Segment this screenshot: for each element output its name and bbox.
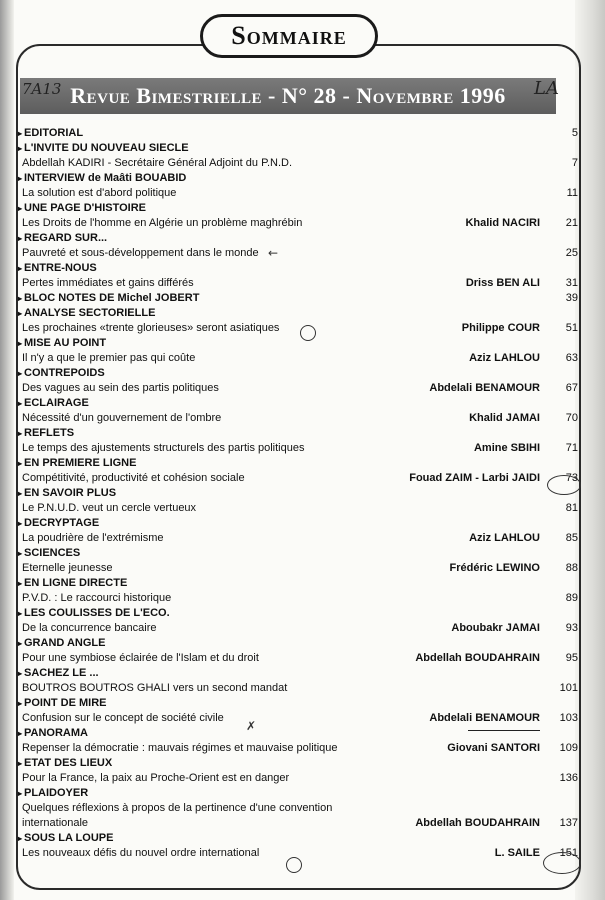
section-title: ENTRE-NOUS bbox=[24, 262, 97, 274]
bullet-icon: ▸ bbox=[18, 294, 23, 303]
page-number: 151 bbox=[559, 847, 578, 859]
section-title: POINT DE MIRE bbox=[24, 697, 107, 709]
entry-description: Le temps des ajustements structurels des partis politiques bbox=[22, 442, 305, 454]
entry-description: Des vagues au sein des partis politiques bbox=[22, 382, 219, 394]
entry-row[interactable] bbox=[18, 816, 578, 831]
annotation-cross: ✗ bbox=[246, 719, 257, 733]
page-number: 81 bbox=[565, 502, 578, 514]
section-title: EDITORIAL bbox=[24, 127, 84, 139]
section-heading bbox=[18, 261, 578, 276]
bullet-icon: ▸ bbox=[18, 579, 23, 588]
entry-row[interactable] bbox=[18, 471, 578, 486]
bullet-icon: ▸ bbox=[18, 519, 23, 528]
section-title: UNE PAGE D'HISTOIRE bbox=[24, 202, 147, 214]
entry-author: Giovani SANTORI bbox=[447, 742, 540, 754]
bullet-icon: ▸ bbox=[18, 834, 23, 843]
bullet-icon: ▸ bbox=[18, 174, 23, 183]
entry-description: Il n'y a que le premier pas qui coûte bbox=[22, 352, 196, 364]
entry-author: Abdellah BOUDAHRAIN bbox=[415, 652, 540, 664]
page-number: 21 bbox=[565, 217, 578, 229]
page-number: 39 bbox=[565, 292, 578, 304]
section-heading bbox=[18, 756, 578, 771]
bullet-icon: ▸ bbox=[18, 549, 23, 558]
entry-description: Compétitivité, productivité et cohésion sociale bbox=[22, 472, 245, 484]
entry-description: Repenser la démocratie : mauvais régimes et mauvaise politique bbox=[22, 742, 338, 754]
section-title: CONTREPOIDS bbox=[24, 367, 105, 379]
section-title: EN LIGNE DIRECTE bbox=[24, 577, 128, 589]
page-number: 63 bbox=[565, 352, 578, 364]
page-151-circle bbox=[543, 852, 581, 874]
section-heading bbox=[18, 426, 578, 441]
issue-banner: Revue Bimestrielle - N° 28 - Novembre 1996 bbox=[20, 78, 556, 114]
handwritten-note-left: 7A13 bbox=[22, 80, 62, 98]
entry-row[interactable] bbox=[18, 531, 578, 546]
bullet-icon: ▸ bbox=[18, 369, 23, 378]
contents-list bbox=[18, 126, 578, 861]
entry-description: Les prochaines «trente glorieuses» seront asiatiques bbox=[22, 322, 280, 334]
entry-row[interactable] bbox=[18, 441, 578, 456]
section-title: SCIENCES bbox=[24, 547, 81, 559]
entry-description: Nécessité d'un gouvernement de l'ombre bbox=[22, 412, 222, 424]
entry-row[interactable] bbox=[18, 276, 578, 291]
page-number: 31 bbox=[565, 277, 578, 289]
section-heading bbox=[18, 336, 578, 351]
entry-description: Eternelle jeunesse bbox=[22, 562, 113, 574]
entry-row[interactable] bbox=[18, 501, 578, 516]
bullet-icon: ▸ bbox=[18, 699, 23, 708]
section-title: SOUS LA LOUPE bbox=[24, 832, 114, 844]
entry-author: Abdelali BENAMOUR bbox=[429, 382, 540, 394]
page-number: 73 bbox=[565, 472, 578, 484]
entry-author: Aziz LAHLOU bbox=[469, 532, 540, 544]
section-title: ECLAIRAGE bbox=[24, 397, 89, 409]
section-heading bbox=[18, 786, 578, 801]
page-number: 101 bbox=[559, 682, 578, 694]
section-title: REFLETS bbox=[24, 427, 75, 439]
section-heading bbox=[18, 576, 578, 591]
entry-author: Driss BEN ALI bbox=[465, 277, 540, 289]
section-heading bbox=[18, 366, 578, 381]
page-number: 137 bbox=[559, 817, 578, 829]
handwritten-note-right: LA bbox=[534, 78, 559, 99]
section-title: LES COULISSES DE L'ECO. bbox=[24, 607, 170, 619]
entry-description: La solution est d'abord politique bbox=[22, 187, 177, 199]
section-title: PANORAMA bbox=[24, 727, 88, 739]
entry-description: Confusion sur le concept de société civile bbox=[22, 712, 224, 724]
section-heading bbox=[18, 396, 578, 411]
entry-author: Philippe COUR bbox=[461, 322, 540, 334]
section-title: DECRYPTAGE bbox=[24, 517, 100, 529]
section-title: PLAIDOYER bbox=[24, 787, 89, 799]
entry-row[interactable] bbox=[18, 156, 578, 171]
section-heading bbox=[18, 606, 578, 621]
entry-row[interactable] bbox=[18, 681, 578, 696]
entry-description: Les nouveaux défis du nouvel ordre international bbox=[22, 847, 260, 859]
bullet-icon: ▸ bbox=[18, 669, 23, 678]
section-heading bbox=[18, 696, 578, 711]
section-title: ETAT DES LIEUX bbox=[24, 757, 113, 769]
page-number: 88 bbox=[565, 562, 578, 574]
entry-row[interactable] bbox=[18, 186, 578, 201]
page-number: 67 bbox=[565, 382, 578, 394]
entry-author: Abdellah BOUDAHRAIN bbox=[415, 817, 540, 829]
entry-row[interactable] bbox=[18, 246, 578, 261]
section-title: SACHEZ LE ... bbox=[24, 667, 99, 679]
section-heading bbox=[18, 726, 578, 741]
entry-row[interactable] bbox=[18, 741, 578, 756]
entry-row[interactable] bbox=[18, 591, 578, 606]
bullet-icon: ▸ bbox=[18, 399, 23, 408]
section-title: L'INVITE DU NOUVEAU SIECLE bbox=[24, 142, 189, 154]
page-number: 11 bbox=[566, 187, 578, 199]
annotation-circle-x bbox=[300, 325, 316, 341]
section-title: BLOC NOTES DE Michel JOBERT bbox=[24, 292, 200, 304]
section-title: GRAND ANGLE bbox=[24, 637, 106, 649]
bullet-icon: ▸ bbox=[18, 129, 23, 138]
section-heading bbox=[18, 141, 578, 156]
entry-author: L. SAILE bbox=[494, 847, 540, 859]
entry-row[interactable] bbox=[18, 801, 578, 816]
page-number: 5 bbox=[571, 127, 578, 139]
page-number: 71 bbox=[565, 442, 578, 454]
entry-description: Abdellah KADIRI - Secrétaire Général Adjoint du P.N.D. bbox=[22, 157, 293, 169]
page-number: 136 bbox=[559, 772, 578, 784]
page-number: 85 bbox=[565, 532, 578, 544]
section-heading bbox=[18, 201, 578, 216]
page-shadow-left bbox=[0, 0, 14, 900]
entry-author: Frédéric LEWINO bbox=[449, 562, 540, 574]
section-heading bbox=[18, 171, 578, 186]
entry-author: Aziz LAHLOU bbox=[469, 352, 540, 364]
entry-description: Le P.N.U.D. veut un cercle vertueux bbox=[22, 502, 197, 514]
entry-row[interactable] bbox=[18, 381, 578, 396]
entry-description: internationale bbox=[22, 817, 89, 829]
section-heading bbox=[18, 636, 578, 651]
section-heading bbox=[18, 231, 578, 246]
page-number: 89 bbox=[565, 592, 578, 604]
entry-author: Abdelali BENAMOUR bbox=[429, 712, 540, 724]
bullet-icon: ▸ bbox=[18, 144, 23, 153]
bullet-icon: ▸ bbox=[18, 264, 23, 273]
bullet-icon: ▸ bbox=[18, 789, 23, 798]
page-73-circle bbox=[547, 475, 581, 495]
entry-description: Pour une symbiose éclairée de l'Islam et du droit bbox=[22, 652, 259, 664]
entry-author: Aboubakr JAMAI bbox=[451, 622, 540, 634]
section-title: MISE AU POINT bbox=[24, 337, 107, 349]
bullet-icon: ▸ bbox=[18, 339, 23, 348]
entry-row[interactable] bbox=[18, 621, 578, 636]
entry-row[interactable] bbox=[18, 711, 578, 726]
page-number: 7 bbox=[571, 157, 578, 169]
entry-description: Pertes immédiates et gains différés bbox=[22, 277, 194, 289]
bullet-icon: ▸ bbox=[18, 429, 23, 438]
entry-row[interactable] bbox=[18, 321, 578, 336]
bullet-icon: ▸ bbox=[18, 234, 23, 243]
section-title: EN PREMIERE LIGNE bbox=[24, 457, 137, 469]
entry-row[interactable] bbox=[18, 216, 578, 231]
section-title: REGARD SUR... bbox=[24, 232, 108, 244]
page-title: Sommaire bbox=[200, 14, 378, 58]
annotation-tick: ← bbox=[268, 246, 279, 260]
section-title: ANALYSE SECTORIELLE bbox=[24, 307, 156, 319]
section-title: INTERVIEW de Maâti BOUABID bbox=[24, 172, 187, 184]
section-heading bbox=[18, 546, 578, 561]
section-heading bbox=[18, 831, 578, 846]
annotation-circle-1 bbox=[286, 857, 302, 873]
bullet-icon: ▸ bbox=[18, 729, 23, 738]
page-number: 109 bbox=[559, 742, 578, 754]
entry-author: Khalid JAMAI bbox=[469, 412, 540, 424]
entry-author: Fouad ZAIM - Larbi JAIDI bbox=[409, 472, 540, 484]
entry-row[interactable] bbox=[18, 651, 578, 666]
bullet-icon: ▸ bbox=[18, 309, 23, 318]
section-heading bbox=[18, 126, 578, 141]
entry-description: Quelques réflexions à propos de la pertinence d'une convention bbox=[22, 802, 333, 814]
section-heading bbox=[18, 486, 578, 501]
section-heading bbox=[18, 516, 578, 531]
page-number: 51 bbox=[565, 322, 578, 334]
bullet-icon: ▸ bbox=[18, 639, 23, 648]
section-heading bbox=[18, 666, 578, 681]
entry-row[interactable] bbox=[18, 351, 578, 366]
bullet-icon: ▸ bbox=[18, 609, 23, 618]
entry-description: De la concurrence bancaire bbox=[22, 622, 157, 634]
entry-description: BOUTROS BOUTROS GHALI vers un second mandat bbox=[22, 682, 288, 694]
entry-row[interactable] bbox=[18, 771, 578, 786]
entry-description: Pour la France, la paix au Proche-Orient est en danger bbox=[22, 772, 290, 784]
entry-author: Amine SBIHI bbox=[473, 442, 540, 454]
entry-description: Pauvreté et sous-développement dans le monde bbox=[22, 247, 259, 259]
entry-row[interactable] bbox=[18, 561, 578, 576]
bullet-icon: ▸ bbox=[18, 204, 23, 213]
underline-benamour bbox=[468, 730, 540, 731]
entry-description: Les Droits de l'homme en Algérie un problème maghrébin bbox=[22, 217, 303, 229]
entry-description: P.V.D. : Le raccourci historique bbox=[22, 592, 172, 604]
entry-author: Khalid NACIRI bbox=[465, 217, 540, 229]
page-number: 70 bbox=[565, 412, 578, 424]
section-heading bbox=[18, 306, 578, 321]
page-number: 93 bbox=[565, 622, 578, 634]
section-heading bbox=[18, 291, 578, 306]
page-number: 95 bbox=[565, 652, 578, 664]
page-number: 25 bbox=[565, 247, 578, 259]
section-heading bbox=[18, 456, 578, 471]
entry-row[interactable] bbox=[18, 411, 578, 426]
page-number: 103 bbox=[559, 712, 578, 724]
bullet-icon: ▸ bbox=[18, 459, 23, 468]
entry-description: La poudrière de l'extrémisme bbox=[22, 532, 164, 544]
bullet-icon: ▸ bbox=[18, 489, 23, 498]
section-title: EN SAVOIR PLUS bbox=[24, 487, 117, 499]
bullet-icon: ▸ bbox=[18, 759, 23, 768]
